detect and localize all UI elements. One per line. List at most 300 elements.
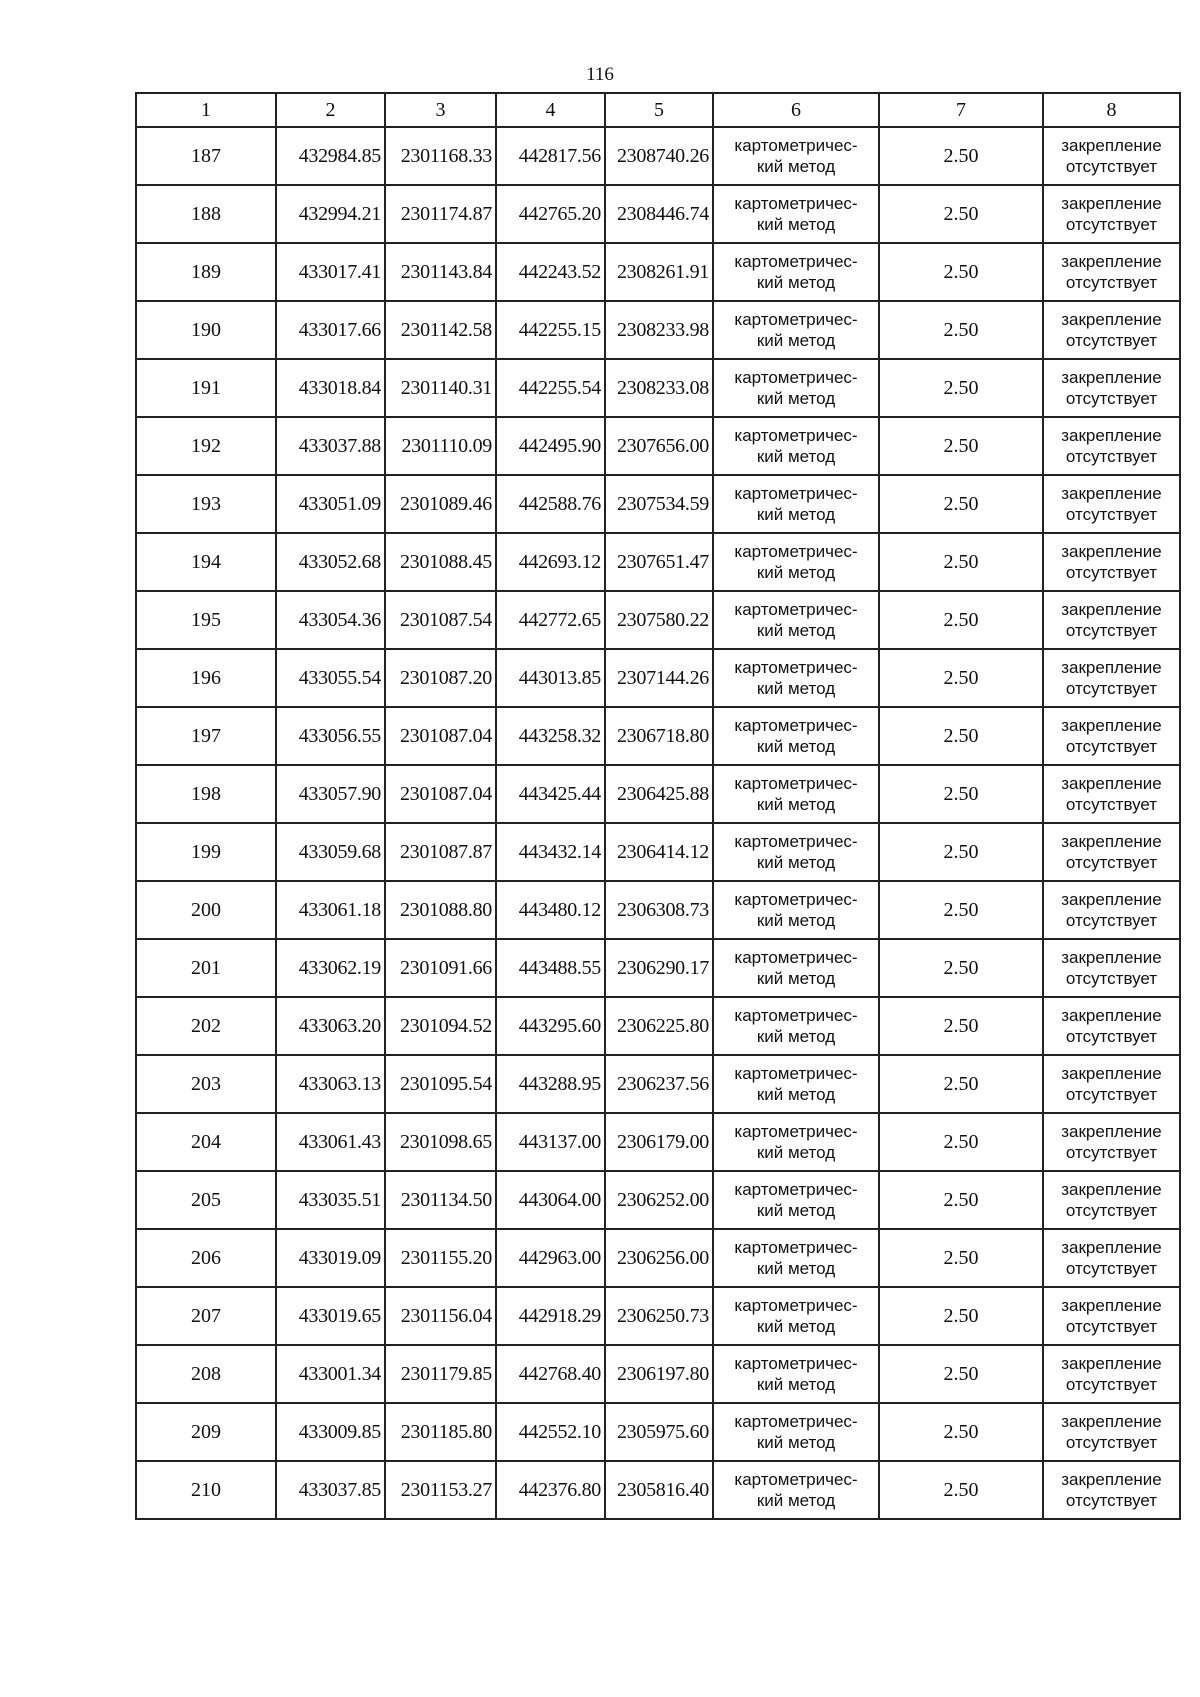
coordinate-cell: 2301089.46 (385, 475, 496, 533)
method-cell (713, 1229, 879, 1287)
fixing-cell (1043, 1171, 1180, 1229)
fixing-cell-line-2: отсутствует (1065, 969, 1158, 988)
coordinate-cell: 433009.85 (276, 1403, 385, 1461)
method-cell-line-1: картометричес- (734, 136, 858, 155)
fixing-cell-line-1: закрепление (1061, 310, 1162, 329)
point-number-cell: 201 (136, 939, 276, 997)
accuracy-cell: 2.50 (879, 939, 1043, 997)
method-cell-line-1: картометричес- (734, 194, 858, 213)
point-number-cell: 203 (136, 1055, 276, 1113)
coordinate-cell: 2306425.88 (605, 765, 713, 823)
fixing-cell-line-1: закрепление (1061, 136, 1162, 155)
method-cell-line-2: кий метод (756, 853, 836, 872)
coordinate-cell: 442255.54 (496, 359, 605, 417)
fixing-cell-line-2: отсутствует (1065, 331, 1158, 350)
method-cell (713, 1113, 879, 1171)
point-number-cell: 204 (136, 1113, 276, 1171)
fixing-cell-line-1: закрепление (1061, 600, 1162, 619)
fixing-cell-line-2: отсутствует (1065, 157, 1158, 176)
coordinate-cell: 2301094.52 (385, 997, 496, 1055)
coordinate-cell: 433019.65 (276, 1287, 385, 1345)
fixing-cell (1043, 823, 1180, 881)
accuracy-cell: 2.50 (879, 823, 1043, 881)
table-body (136, 127, 1180, 1519)
method-cell (713, 1055, 879, 1113)
table-row (136, 1461, 1180, 1519)
fixing-cell-line-2: отсутствует (1065, 1085, 1158, 1104)
accuracy-cell: 2.50 (879, 243, 1043, 301)
coordinate-cell: 2301142.58 (385, 301, 496, 359)
accuracy-cell: 2.50 (879, 301, 1043, 359)
coordinate-cell: 2301134.50 (385, 1171, 496, 1229)
coordinate-cell: 2301185.80 (385, 1403, 496, 1461)
fixing-cell-line-1: закрепление (1061, 716, 1162, 735)
method-cell-line-2: кий метод (756, 157, 836, 176)
coordinate-cell: 2301110.09 (385, 417, 496, 475)
coordinate-cell: 433037.85 (276, 1461, 385, 1519)
table-row (136, 765, 1180, 823)
fixing-cell-line-2: отсутствует (1065, 737, 1158, 756)
point-number-cell: 192 (136, 417, 276, 475)
coordinate-cell: 433037.88 (276, 417, 385, 475)
coordinate-cell: 2308261.91 (605, 243, 713, 301)
method-cell-line-2: кий метод (756, 679, 836, 698)
header-cell: 6 (713, 93, 879, 127)
fixing-cell (1043, 707, 1180, 765)
coordinate-cell: 442918.29 (496, 1287, 605, 1345)
method-cell-line-2: кий метод (756, 331, 836, 350)
method-cell-line-1: картометричес- (734, 658, 858, 677)
fixing-cell-line-2: отсутствует (1065, 505, 1158, 524)
fixing-cell-line-2: отсутствует (1065, 795, 1158, 814)
method-cell (713, 823, 879, 881)
method-cell-line-1: картометричес- (734, 1238, 858, 1257)
coordinate-cell: 2305816.40 (605, 1461, 713, 1519)
accuracy-cell: 2.50 (879, 417, 1043, 475)
table-row (136, 533, 1180, 591)
coordinate-cell: 2301091.66 (385, 939, 496, 997)
coordinate-cell: 433063.20 (276, 997, 385, 1055)
table-row (136, 1229, 1180, 1287)
header-cell: 2 (276, 93, 385, 127)
point-number-cell: 210 (136, 1461, 276, 1519)
fixing-cell-line-2: отсутствует (1065, 911, 1158, 930)
point-number-cell: 190 (136, 301, 276, 359)
fixing-cell-line-2: отсутствует (1065, 273, 1158, 292)
coordinate-cell: 443432.14 (496, 823, 605, 881)
accuracy-cell: 2.50 (879, 1171, 1043, 1229)
method-cell-line-2: кий метод (756, 1143, 836, 1162)
method-cell-line-1: картометричес- (734, 426, 858, 445)
method-cell (713, 939, 879, 997)
fixing-cell (1043, 649, 1180, 707)
coordinate-cell: 442817.56 (496, 127, 605, 185)
accuracy-cell: 2.50 (879, 997, 1043, 1055)
coordinates-table (135, 92, 1181, 1520)
fixing-cell-line-2: отсутствует (1065, 1375, 1158, 1394)
point-number-cell: 195 (136, 591, 276, 649)
coordinate-cell: 2301140.31 (385, 359, 496, 417)
point-number-cell: 199 (136, 823, 276, 881)
point-number-cell: 209 (136, 1403, 276, 1461)
method-cell-line-1: картометричес- (734, 1470, 858, 1489)
method-cell (713, 591, 879, 649)
coordinate-cell: 2301088.45 (385, 533, 496, 591)
fixing-cell-line-2: отсутствует (1065, 679, 1158, 698)
coordinate-cell: 443480.12 (496, 881, 605, 939)
table-row (136, 417, 1180, 475)
coordinate-cell: 433061.43 (276, 1113, 385, 1171)
coordinate-cell: 2306718.80 (605, 707, 713, 765)
fixing-cell-line-1: закрепление (1061, 194, 1162, 213)
coordinate-cell: 2306197.80 (605, 1345, 713, 1403)
accuracy-cell: 2.50 (879, 649, 1043, 707)
accuracy-cell: 2.50 (879, 1229, 1043, 1287)
coordinate-cell: 2306237.56 (605, 1055, 713, 1113)
coordinate-cell: 2301155.20 (385, 1229, 496, 1287)
coordinate-cell: 442255.15 (496, 301, 605, 359)
coordinate-cell: 433057.90 (276, 765, 385, 823)
method-cell (713, 1461, 879, 1519)
coordinate-cell: 442243.52 (496, 243, 605, 301)
fixing-cell (1043, 881, 1180, 939)
fixing-cell-line-1: закрепление (1061, 1064, 1162, 1083)
point-number-cell: 205 (136, 1171, 276, 1229)
method-cell (713, 127, 879, 185)
fixing-cell-line-2: отсутствует (1065, 1491, 1158, 1510)
coordinate-cell: 442772.65 (496, 591, 605, 649)
coordinate-cell: 442376.80 (496, 1461, 605, 1519)
method-cell-line-1: картометричес- (734, 1180, 858, 1199)
fixing-cell-line-1: закрепление (1061, 1122, 1162, 1141)
method-cell (713, 1403, 879, 1461)
method-cell (713, 1171, 879, 1229)
fixing-cell-line-1: закрепление (1061, 1238, 1162, 1257)
table-row (136, 881, 1180, 939)
fixing-cell (1043, 765, 1180, 823)
method-cell-line-2: кий метод (756, 1317, 836, 1336)
point-number-cell: 198 (136, 765, 276, 823)
coordinate-cell: 2301174.87 (385, 185, 496, 243)
coordinate-cell: 2308233.08 (605, 359, 713, 417)
accuracy-cell: 2.50 (879, 359, 1043, 417)
fixing-cell-line-2: отсутствует (1065, 215, 1158, 234)
method-cell-line-1: картометричес- (734, 890, 858, 909)
table-row (136, 1345, 1180, 1403)
accuracy-cell: 2.50 (879, 707, 1043, 765)
method-cell-line-1: картометричес- (734, 1354, 858, 1373)
coordinate-cell: 2306250.73 (605, 1287, 713, 1345)
coordinate-cell: 442495.90 (496, 417, 605, 475)
fixing-cell-line-2: отсутствует (1065, 1433, 1158, 1452)
table-row (136, 1403, 1180, 1461)
fixing-cell-line-1: закрепление (1061, 658, 1162, 677)
coordinate-cell: 433017.41 (276, 243, 385, 301)
method-cell-line-1: картометричес- (734, 542, 858, 561)
fixing-cell-line-1: закрепление (1061, 1354, 1162, 1373)
accuracy-cell: 2.50 (879, 765, 1043, 823)
coordinate-cell: 433017.66 (276, 301, 385, 359)
accuracy-cell: 2.50 (879, 1113, 1043, 1171)
fixing-cell-line-1: закрепление (1061, 542, 1162, 561)
table-row (136, 1287, 1180, 1345)
fixing-cell (1043, 1403, 1180, 1461)
fixing-cell (1043, 475, 1180, 533)
coordinate-cell: 2301087.20 (385, 649, 496, 707)
method-cell (713, 475, 879, 533)
coordinate-cell: 443064.00 (496, 1171, 605, 1229)
fixing-cell-line-2: отсутствует (1065, 1259, 1158, 1278)
coordinate-cell: 443258.32 (496, 707, 605, 765)
coordinate-cell: 442963.00 (496, 1229, 605, 1287)
coordinate-cell: 443137.00 (496, 1113, 605, 1171)
fixing-cell (1043, 127, 1180, 185)
method-cell (713, 765, 879, 823)
coordinate-cell: 2308233.98 (605, 301, 713, 359)
method-cell (713, 881, 879, 939)
coordinate-cell: 2308446.74 (605, 185, 713, 243)
fixing-cell (1043, 243, 1180, 301)
coordinate-cell: 442552.10 (496, 1403, 605, 1461)
coordinate-cell: 2307651.47 (605, 533, 713, 591)
method-cell-line-2: кий метод (756, 621, 836, 640)
table-row (136, 1171, 1180, 1229)
table-row (136, 127, 1180, 185)
table-row (136, 1113, 1180, 1171)
method-cell (713, 359, 879, 417)
fixing-cell-line-1: закрепление (1061, 252, 1162, 271)
coordinate-cell: 433059.68 (276, 823, 385, 881)
method-cell-line-1: картометричес- (734, 1122, 858, 1141)
method-cell-line-2: кий метод (756, 1433, 836, 1452)
fixing-cell-line-2: отсутствует (1065, 621, 1158, 640)
coordinate-cell: 432994.21 (276, 185, 385, 243)
accuracy-cell: 2.50 (879, 533, 1043, 591)
method-cell (713, 1287, 879, 1345)
header-cell: 4 (496, 93, 605, 127)
table-row (136, 997, 1180, 1055)
fixing-cell-line-1: закрепление (1061, 1296, 1162, 1315)
table-row (136, 185, 1180, 243)
point-number-cell: 208 (136, 1345, 276, 1403)
fixing-cell (1043, 417, 1180, 475)
table-row (136, 591, 1180, 649)
coordinate-cell: 2301156.04 (385, 1287, 496, 1345)
page-number: 116 (586, 64, 614, 85)
method-cell-line-2: кий метод (756, 1491, 836, 1510)
fixing-cell (1043, 1229, 1180, 1287)
fixing-cell-line-1: закрепление (1061, 426, 1162, 445)
coordinate-cell: 2301087.04 (385, 765, 496, 823)
coordinate-cell: 2301098.65 (385, 1113, 496, 1171)
fixing-cell-line-1: закрепление (1061, 368, 1162, 387)
coordinate-cell: 2301087.87 (385, 823, 496, 881)
method-cell-line-2: кий метод (756, 795, 836, 814)
accuracy-cell: 2.50 (879, 185, 1043, 243)
fixing-cell (1043, 997, 1180, 1055)
coordinate-cell: 442768.40 (496, 1345, 605, 1403)
table-row (136, 359, 1180, 417)
coordinate-cell: 2306290.17 (605, 939, 713, 997)
coordinate-cell: 2301168.33 (385, 127, 496, 185)
method-cell (713, 417, 879, 475)
fixing-cell-line-2: отсутствует (1065, 563, 1158, 582)
method-cell-line-1: картометричес- (734, 832, 858, 851)
fixing-cell-line-1: закрепление (1061, 1412, 1162, 1431)
coordinate-cell: 2305975.60 (605, 1403, 713, 1461)
coordinate-cell: 2306308.73 (605, 881, 713, 939)
fixing-cell-line-1: закрепление (1061, 1180, 1162, 1199)
method-cell (713, 533, 879, 591)
coordinate-cell: 443425.44 (496, 765, 605, 823)
method-cell (713, 649, 879, 707)
method-cell-line-2: кий метод (756, 1027, 836, 1046)
table-row (136, 1055, 1180, 1113)
coordinate-cell: 442588.76 (496, 475, 605, 533)
accuracy-cell: 2.50 (879, 1345, 1043, 1403)
fixing-cell-line-1: закрепление (1061, 484, 1162, 503)
method-cell-line-1: картометричес- (734, 484, 858, 503)
coordinate-cell: 442765.20 (496, 185, 605, 243)
method-cell (713, 997, 879, 1055)
method-cell (713, 1345, 879, 1403)
coordinate-cell: 433056.55 (276, 707, 385, 765)
method-cell-line-2: кий метод (756, 505, 836, 524)
fixing-cell-line-1: закрепление (1061, 890, 1162, 909)
method-cell-line-1: картометричес- (734, 1064, 858, 1083)
method-cell-line-1: картометричес- (734, 368, 858, 387)
method-cell-line-1: картометричес- (734, 1412, 858, 1431)
method-cell-line-2: кий метод (756, 911, 836, 930)
point-number-cell: 206 (136, 1229, 276, 1287)
fixing-cell (1043, 359, 1180, 417)
accuracy-cell: 2.50 (879, 881, 1043, 939)
point-number-cell: 193 (136, 475, 276, 533)
coordinate-cell: 2307534.59 (605, 475, 713, 533)
point-number-cell: 202 (136, 997, 276, 1055)
fixing-cell (1043, 533, 1180, 591)
coordinate-cell: 433019.09 (276, 1229, 385, 1287)
method-cell-line-2: кий метод (756, 1201, 836, 1220)
coordinate-cell: 2306414.12 (605, 823, 713, 881)
fixing-cell-line-2: отсутствует (1065, 1201, 1158, 1220)
point-number-cell: 196 (136, 649, 276, 707)
coordinate-cell: 2307656.00 (605, 417, 713, 475)
point-number-cell: 200 (136, 881, 276, 939)
method-cell-line-2: кий метод (756, 389, 836, 408)
fixing-cell (1043, 1345, 1180, 1403)
method-cell-line-1: картометричес- (734, 252, 858, 271)
fixing-cell-line-1: закрепление (1061, 774, 1162, 793)
coordinate-cell: 2308740.26 (605, 127, 713, 185)
coordinate-cell: 433001.34 (276, 1345, 385, 1403)
coordinate-cell: 2307144.26 (605, 649, 713, 707)
method-cell-line-1: картометричес- (734, 1296, 858, 1315)
fixing-cell-line-1: закрепление (1061, 832, 1162, 851)
point-number-cell: 187 (136, 127, 276, 185)
method-cell-line-2: кий метод (756, 563, 836, 582)
method-cell (713, 301, 879, 359)
method-cell-line-2: кий метод (756, 447, 836, 466)
fixing-cell-line-2: отсутствует (1065, 447, 1158, 466)
coordinate-cell: 2306179.00 (605, 1113, 713, 1171)
fixing-cell-line-2: отсутствует (1065, 389, 1158, 408)
table-row (136, 243, 1180, 301)
method-cell-line-2: кий метод (756, 1375, 836, 1394)
header-cell: 3 (385, 93, 496, 127)
fixing-cell (1043, 1287, 1180, 1345)
method-cell-line-2: кий метод (756, 737, 836, 756)
fixing-cell (1043, 301, 1180, 359)
method-cell-line-1: картометричес- (734, 948, 858, 967)
table-row (136, 475, 1180, 533)
header-cell: 1 (136, 93, 276, 127)
table-row (136, 939, 1180, 997)
coordinate-cell: 2306225.80 (605, 997, 713, 1055)
coordinate-cell: 433018.84 (276, 359, 385, 417)
fixing-cell (1043, 591, 1180, 649)
method-cell-line-2: кий метод (756, 215, 836, 234)
point-number-cell: 191 (136, 359, 276, 417)
fixing-cell (1043, 1113, 1180, 1171)
coordinate-cell: 2301153.27 (385, 1461, 496, 1519)
method-cell-line-2: кий метод (756, 273, 836, 292)
point-number-cell: 189 (136, 243, 276, 301)
method-cell (713, 707, 879, 765)
coordinate-cell: 443488.55 (496, 939, 605, 997)
method-cell (713, 243, 879, 301)
fixing-cell (1043, 1055, 1180, 1113)
method-cell-line-2: кий метод (756, 1259, 836, 1278)
table-row (136, 301, 1180, 359)
table-row (136, 707, 1180, 765)
header-cell: 5 (605, 93, 713, 127)
accuracy-cell: 2.50 (879, 475, 1043, 533)
point-number-cell: 194 (136, 533, 276, 591)
coordinate-cell: 2301143.84 (385, 243, 496, 301)
method-cell-line-1: картометричес- (734, 716, 858, 735)
coordinate-cell: 2301087.54 (385, 591, 496, 649)
coordinate-cell: 433055.54 (276, 649, 385, 707)
coordinate-cell: 2307580.22 (605, 591, 713, 649)
coordinate-cell: 443013.85 (496, 649, 605, 707)
coordinate-cell: 2306252.00 (605, 1171, 713, 1229)
coordinate-cell: 2301095.54 (385, 1055, 496, 1113)
coordinate-cell: 433062.19 (276, 939, 385, 997)
method-cell-line-2: кий метод (756, 969, 836, 988)
header-cell: 7 (879, 93, 1043, 127)
header-cell: 8 (1043, 93, 1180, 127)
fixing-cell-line-2: отсутствует (1065, 1143, 1158, 1162)
fixing-cell (1043, 185, 1180, 243)
accuracy-cell: 2.50 (879, 1287, 1043, 1345)
table-row (136, 823, 1180, 881)
method-cell-line-2: кий метод (756, 1085, 836, 1104)
fixing-cell (1043, 1461, 1180, 1519)
method-cell-line-1: картометричес- (734, 1006, 858, 1025)
coordinate-cell: 2301087.04 (385, 707, 496, 765)
table-header-row (136, 93, 1180, 127)
accuracy-cell: 2.50 (879, 1461, 1043, 1519)
coordinate-cell: 433054.36 (276, 591, 385, 649)
point-number-cell: 207 (136, 1287, 276, 1345)
coordinate-cell: 433051.09 (276, 475, 385, 533)
coordinate-cell: 2306256.00 (605, 1229, 713, 1287)
coordinate-cell: 443288.95 (496, 1055, 605, 1113)
accuracy-cell: 2.50 (879, 591, 1043, 649)
coordinate-cell: 442693.12 (496, 533, 605, 591)
method-cell-line-1: картометричес- (734, 310, 858, 329)
